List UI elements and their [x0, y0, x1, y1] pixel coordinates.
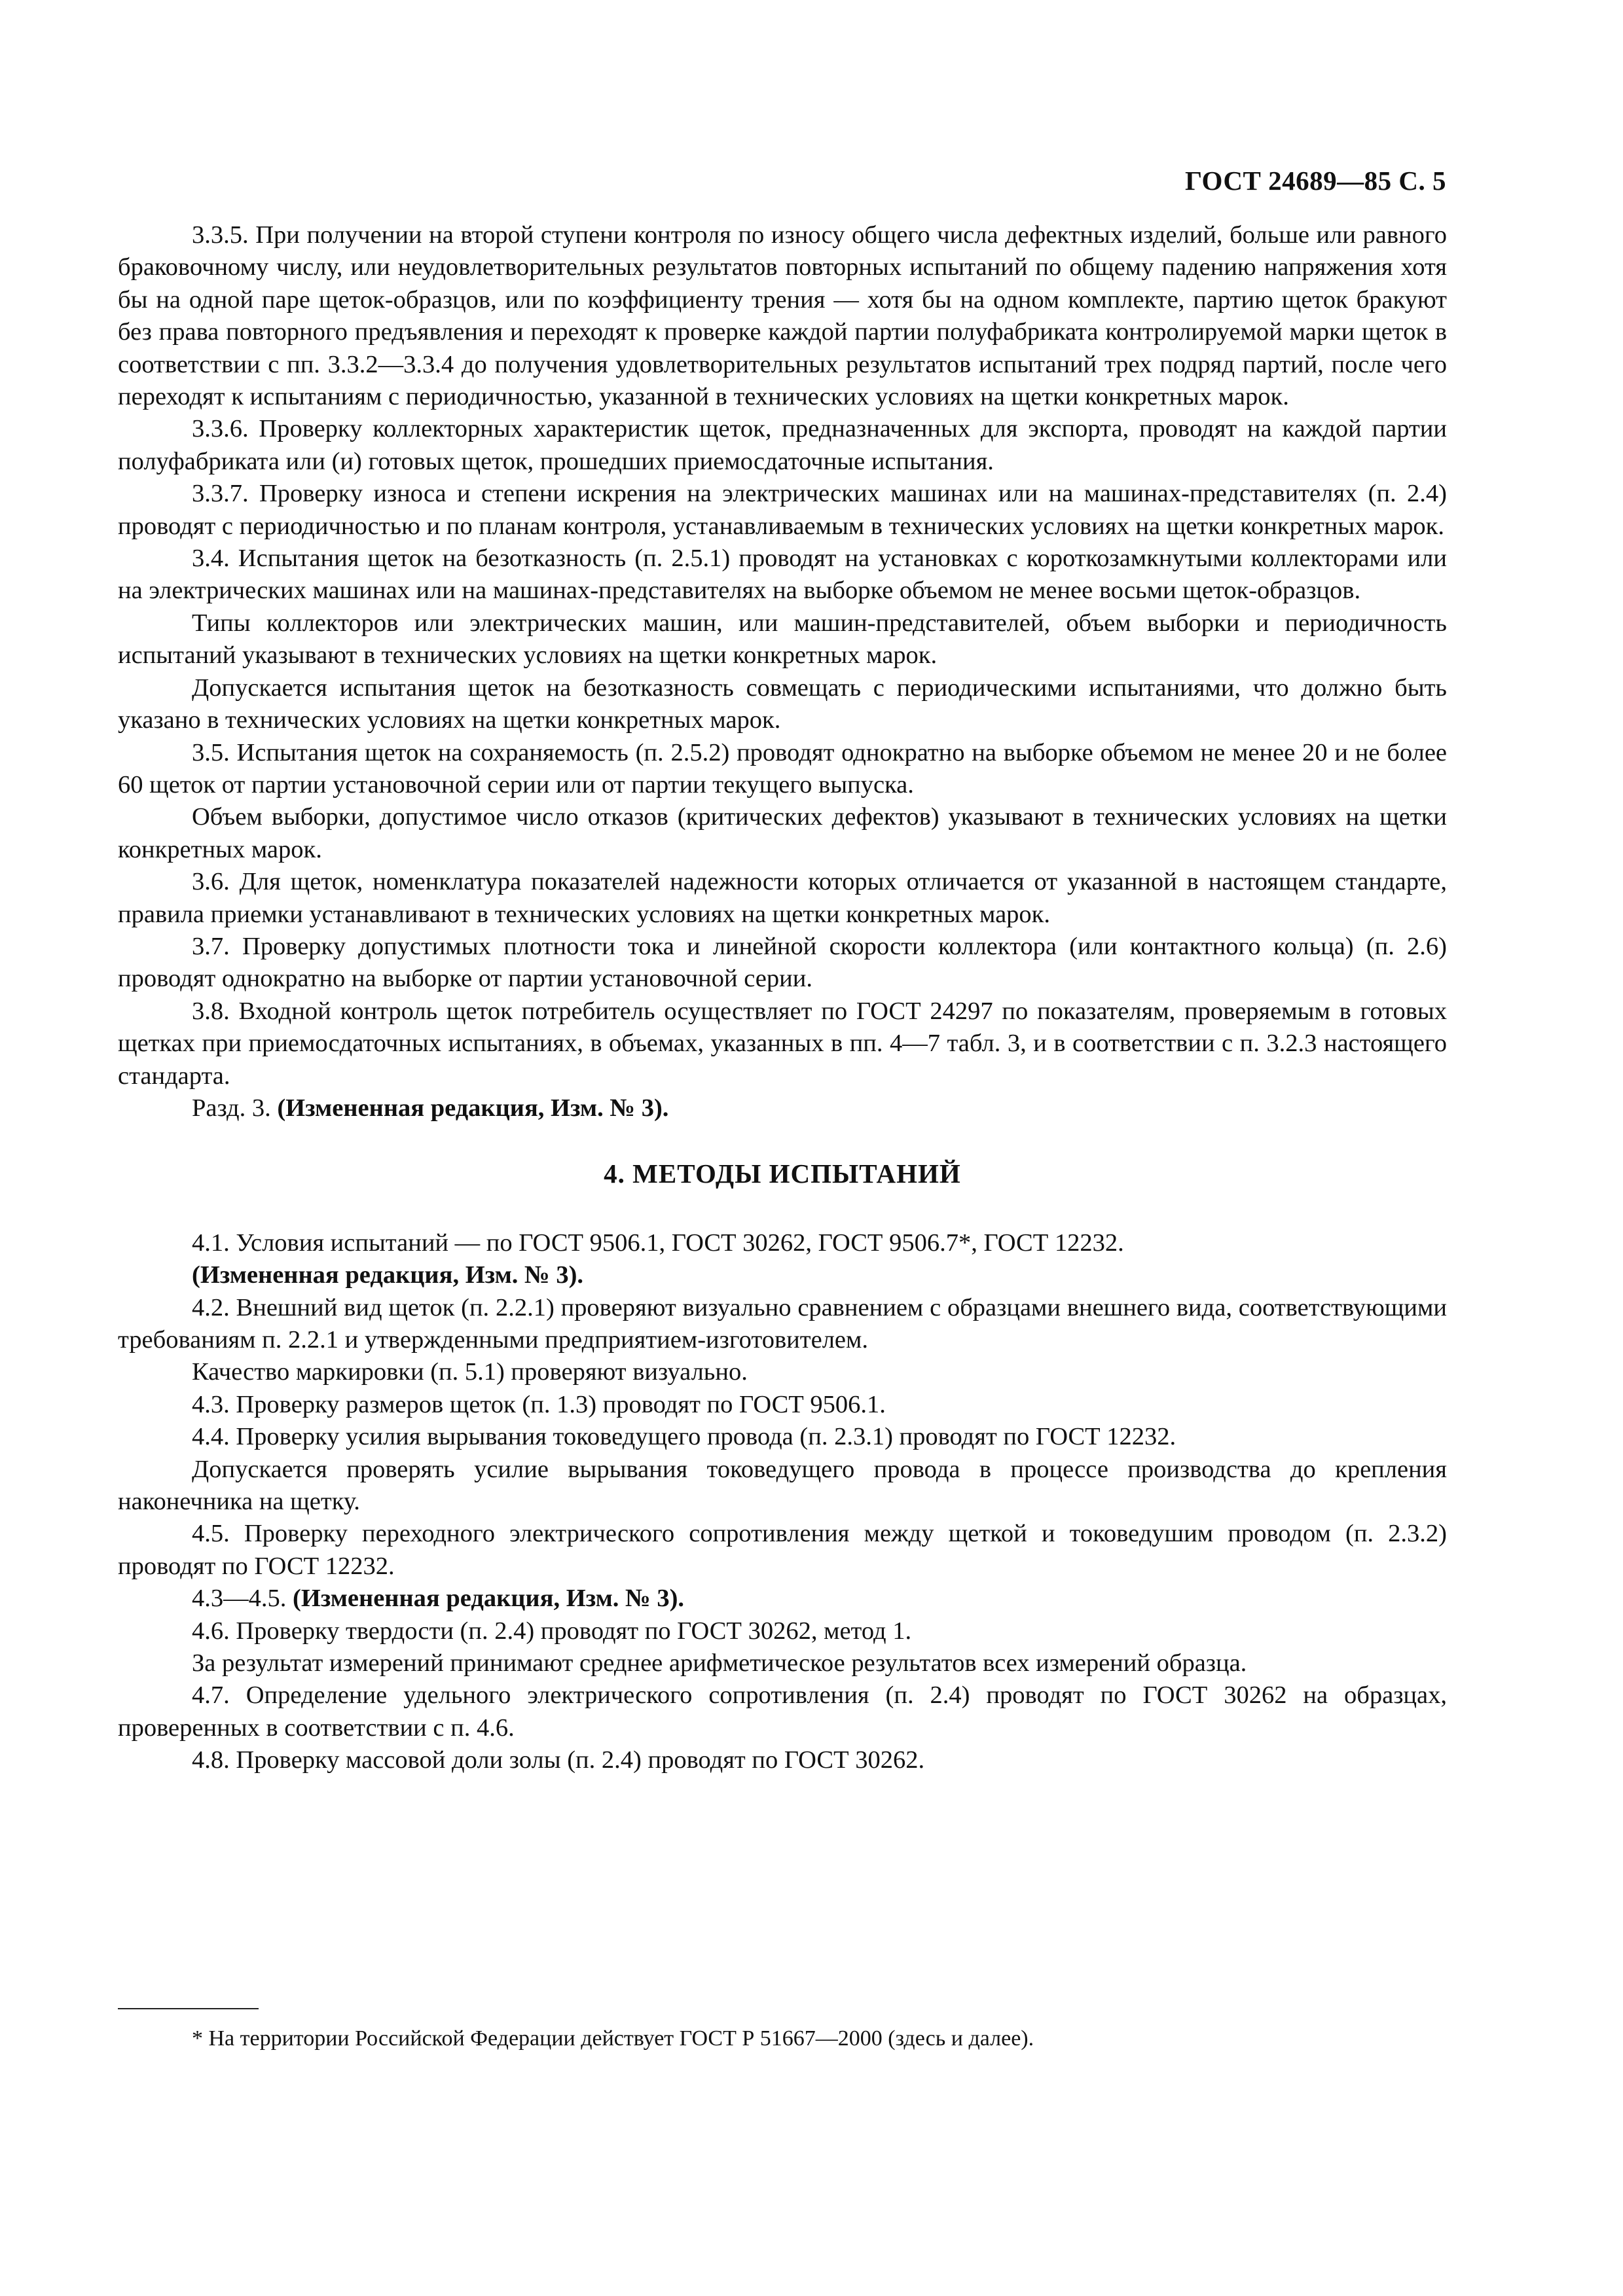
revision-label: (Измененная редакция, Изм. № 3). — [277, 1094, 669, 1122]
document-body — [118, 219, 1447, 1777]
revision-prefix: 4.3—4.5. — [192, 1585, 287, 1613]
paragraph-4-5: 4.5. Проверку переходного электрического сопротивления между щеткой и токоведушим проводом (п. 2.3.2) проводят по ГОСТ 12232. — [118, 1520, 1447, 1580]
section-4-heading: 4. МЕТОДЫ ИСПЫТАНИЙ — [604, 1158, 961, 1189]
paragraph-4-1-revision — [118, 1259, 1447, 1291]
revision-prefix: Разд. 3. — [192, 1094, 271, 1122]
page-header: ГОСТ 24689—85 С. 5 — [1184, 166, 1446, 196]
revision-label: (Измененная редакция, Изм. № 3). — [192, 1261, 584, 1289]
paragraph-3-5: 3.5. Испытания щеток на сохраняемость (п. 2.5.2) проводят однократно на выборке объемом не менее 20 и не более 60 щеток от партии установочной серии или от партии текущего выпуска. — [118, 738, 1447, 798]
paragraph-3-7: 3.7. Проверку допустимых плотности тока и линейной скорости коллектора (или контактного кольца) (п. 2.6) проводят однократно на выборке от партии установочной серии. — [118, 932, 1447, 993]
paragraph-4-2: 4.2. Внешний вид щеток (п. 2.2.1) проверяют визуально сравнением с образцами внешнего вида, соответствующими требованиям п. 2.2.1 и утвержденными предприятием-изготовителем. — [118, 1293, 1447, 1354]
paragraph-4-8: 4.8. Проверку массовой доли золы (п. 2.4) проводят по ГОСТ 30262. — [192, 1746, 925, 1774]
footnote-divider — [118, 2008, 259, 2009]
paragraph-4-3-4-5-revision — [118, 1583, 1447, 1615]
paragraph-3-4-combined: Допускается испытания щеток на безотказность совмещать с периодическими испытаниями, что должно быть указано в технических условиях на щетки конкретных марок. — [118, 673, 1447, 734]
paragraph-3-6: 3.6. Для щеток, номенклатура показателей надежности которых отличается от указанной в настоящем стандарте, правила приемки устанавливают в технических условиях на щетки конкретных марок. — [118, 868, 1447, 928]
paragraph-3-3-5: 3.3.5. При получении на второй ступени контроля по износу общего числа дефектных изделий, больше или равного браковочному числу, или неудовлетворительных результатов повторных испытаний по общему падению напряжения хотя бы на одной паре щеток-образцов, или по коэффициенту трения — хотя бы на одном комплекте, партию щеток бракуют без права повторного предъявления и переходят к проверке каждой партии полуфабриката контролируемой марки щеток в соответствии с пп. 3.3.2—3.3.4 до получения удовлетворительных результатов испытаний трех подряд партий, после чего переходят к испытаниям с периодичностью, указанной в технических условиях на щетки конкретных марок. — [118, 221, 1447, 411]
revision-label: (Измененная редакция, Изм. № 3). — [293, 1585, 685, 1613]
paragraph-4-4-allowed: Допускается проверять усилие вырывания токоведущего провода в процессе производства до крепления наконечника на щетку. — [118, 1455, 1447, 1516]
paragraph-4-6-result: За результат измерений принимают среднее арифметическое результатов всех измерений образца. — [192, 1649, 1247, 1677]
paragraph-3-3-7: 3.3.7. Проверку износа и степени искрения на электрических машинах или на машинах-представителях (п. 2.4) проводят с периодичностью и по планам контроля, устанавливаемым в технических условиях на щетки конкретных марок. — [118, 480, 1447, 540]
paragraph-4-4: 4.4. Проверку усилия вырывания токоведущего провода (п. 2.3.1) проводят по ГОСТ 12232. — [192, 1423, 1176, 1451]
paragraph-4-1: 4.1. Условия испытаний — по ГОСТ 9506.1, ГОСТ 30262, ГОСТ 9506.7*, ГОСТ 12232. — [192, 1229, 1124, 1257]
paragraph-3-4-collectors: Типы коллекторов или электрических машин, или машин-представителей, объем выборки и периодичность испытаний указывают в технических условиях на щетки конкретных марок. — [118, 609, 1447, 670]
paragraph-3-5-sample: Объем выборки, допустимое число отказов (критических дефектов) указывают в технических условиях на щетки конкретных марок. — [118, 803, 1447, 863]
paragraph-3-4: 3.4. Испытания щеток на безотказность (п. 2.5.1) проводят на установках с короткозамкнутыми коллекторами или на электрических машинах или на машинах-представителях на выборке объемом не менее восьми щеток-образцов. — [118, 545, 1447, 605]
paragraph-3-8: 3.8. Входной контроль щеток потребитель осуществляет по ГОСТ 24297 по показателям, проверяемым в готовых щетках при приемосдаточных испытаниях, в объемах, указанных в пп. 4—7 табл. 3, и в соответствии с п. 3.2.3 настоящего стандарта. — [118, 997, 1447, 1090]
paragraph-4-3: 4.3. Проверку размеров щеток (п. 1.3) проводят по ГОСТ 9506.1. — [192, 1390, 886, 1418]
section-3-revision-note — [118, 1092, 1447, 1124]
paragraph-4-2-marking: Качество маркировки (п. 5.1) проверяют визуально. — [192, 1358, 748, 1386]
footnote: * На территории Российской Федерации действует ГОСТ Р 51667—2000 (здесь и далее). — [192, 2026, 1034, 2051]
paragraph-3-3-6: 3.3.6. Проверку коллекторных характеристик щеток, предназначенных для экспорта, проводят на каждой партии полуфабриката или (и) готовых щеток, прошедших приемосдаточные испытания. — [118, 415, 1447, 475]
paragraph-4-6: 4.6. Проверку твердости (п. 2.4) проводят по ГОСТ 30262, метод 1. — [192, 1617, 912, 1645]
paragraph-4-7: 4.7. Определение удельного электрического сопротивления (п. 2.4) проводят по ГОСТ 30262 на образцах, проверенных в соответствии с п. 4.6. — [118, 1681, 1447, 1742]
